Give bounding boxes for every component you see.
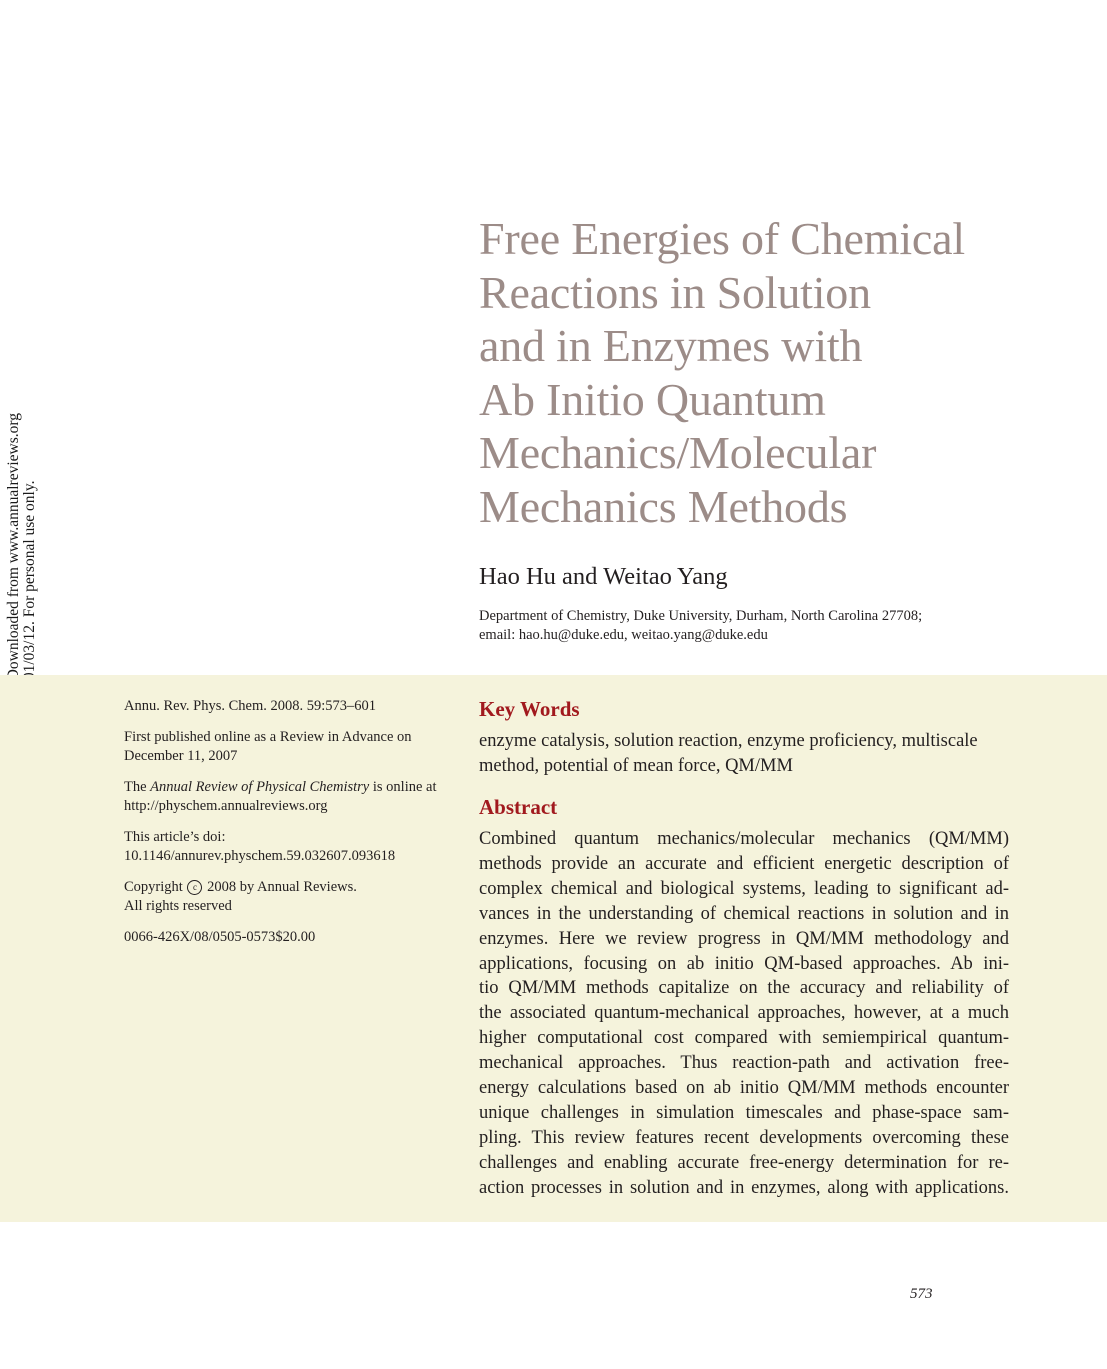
abstract-line: tio QM/MM methods capitalize on the accuracy and reliability of <box>479 978 1009 999</box>
copyright <box>124 878 454 916</box>
abstract-line: vances in the understanding of chemical reactions in solution and in <box>479 903 1009 924</box>
keywords-heading: Key Words <box>479 697 580 721</box>
copyright-suffix: 2008 by Annual Reviews. <box>203 879 357 895</box>
doi-label: This article’s doi: <box>124 829 226 845</box>
abstract-line: energy calculations based on ab initio QM/MM methods encounter <box>479 1078 1009 1099</box>
issn-text: 0066-426X/08/0505-0573$20.00 <box>124 929 316 945</box>
affiliation-department: Department of Chemistry, Duke University, Durham, North Carolina 27708; <box>479 608 923 624</box>
title-line: Reactions in Solution <box>479 266 871 318</box>
abstract-line: higher computational cost compared with semiempirical quantum- <box>479 1028 1009 1049</box>
title-line: Mechanics Methods <box>479 480 848 532</box>
journal-name: Annual Review of Physical Chemistry <box>150 779 370 795</box>
copyright-line <box>124 878 454 897</box>
keywords-line: enzyme catalysis, solution reaction, enzyme proficiency, multiscale <box>479 731 978 751</box>
abstract-line: unique challenges in simulation timescales and phase-space sam- <box>479 1102 1009 1123</box>
online-suffix: is online at <box>369 779 437 795</box>
abstract-line: challenges and enabling accurate free-energy determination for re- <box>479 1152 1009 1173</box>
abstract-line: complex chemical and biological systems, leading to significant ad- <box>479 878 1009 899</box>
rights-reserved: All rights reserved <box>124 898 232 914</box>
abstract-line: enzymes. Here we review progress in QM/MM methodology and <box>479 928 1009 949</box>
keywords-line: method, potential of mean force, QM/MM <box>479 756 793 776</box>
title-line: and in Enzymes with <box>479 320 863 371</box>
title-line: Free Energies of Chemical <box>479 213 965 264</box>
abstract-line: methods provide an accurate and efficient energetic description of <box>479 853 1009 874</box>
article-title <box>479 212 1079 533</box>
doi-info <box>124 828 454 866</box>
citation-text: Annu. Rev. Phys. Chem. 2008. 59:573–601 <box>124 698 377 714</box>
title-line: Mechanics/Molecular <box>479 427 877 478</box>
abstract-heading: Abstract <box>479 795 558 819</box>
abstract-text <box>479 827 1009 1201</box>
online-prefix: The <box>124 779 151 795</box>
citation <box>124 697 454 716</box>
affiliation-email: email: hao.hu@duke.edu, weitao.yang@duke.edu <box>479 626 768 643</box>
abstract-line: mechanical approaches. Thus reaction-path and activation free- <box>479 1053 1009 1074</box>
online-info-line-1 <box>124 778 454 797</box>
abstract-line: action processes in solution and in enzymes, along with applications. <box>479 1177 1009 1198</box>
title-line: Ab Initio Quantum <box>479 373 826 425</box>
first-published-line-2: December 11, 2007 <box>124 748 238 764</box>
first-published <box>124 728 454 766</box>
abstract-line: the associated quantum-mechanical approaches, however, at a much <box>479 1003 1009 1024</box>
first-published-line-1: First published online as a Review in Advance on <box>124 729 412 745</box>
online-info <box>124 778 454 816</box>
page-number: 573 <box>910 1286 933 1302</box>
journal-url: http://physchem.annualreviews.org <box>124 798 328 814</box>
issn <box>124 928 454 947</box>
copyright-icon: c <box>187 880 202 895</box>
keywords-abstract-column <box>479 693 1009 1201</box>
affiliation <box>479 607 922 644</box>
doi-value: 10.1146/annurev.physchem.59.032607.093618 <box>124 848 396 864</box>
abstract-line: applications, focusing on ab initio QM-based approaches. Ab ini- <box>479 953 1009 974</box>
article-metadata <box>124 697 454 959</box>
abstract-line: Combined quantum mechanics/molecular mechanics (QM/MM) <box>479 829 1009 849</box>
keywords-list <box>479 729 1009 779</box>
copyright-prefix: Copyright <box>124 879 187 895</box>
abstract-line: pling. This review features recent developments overcoming these <box>479 1127 1009 1148</box>
authors: Hao Hu and Weitao Yang <box>479 563 728 590</box>
